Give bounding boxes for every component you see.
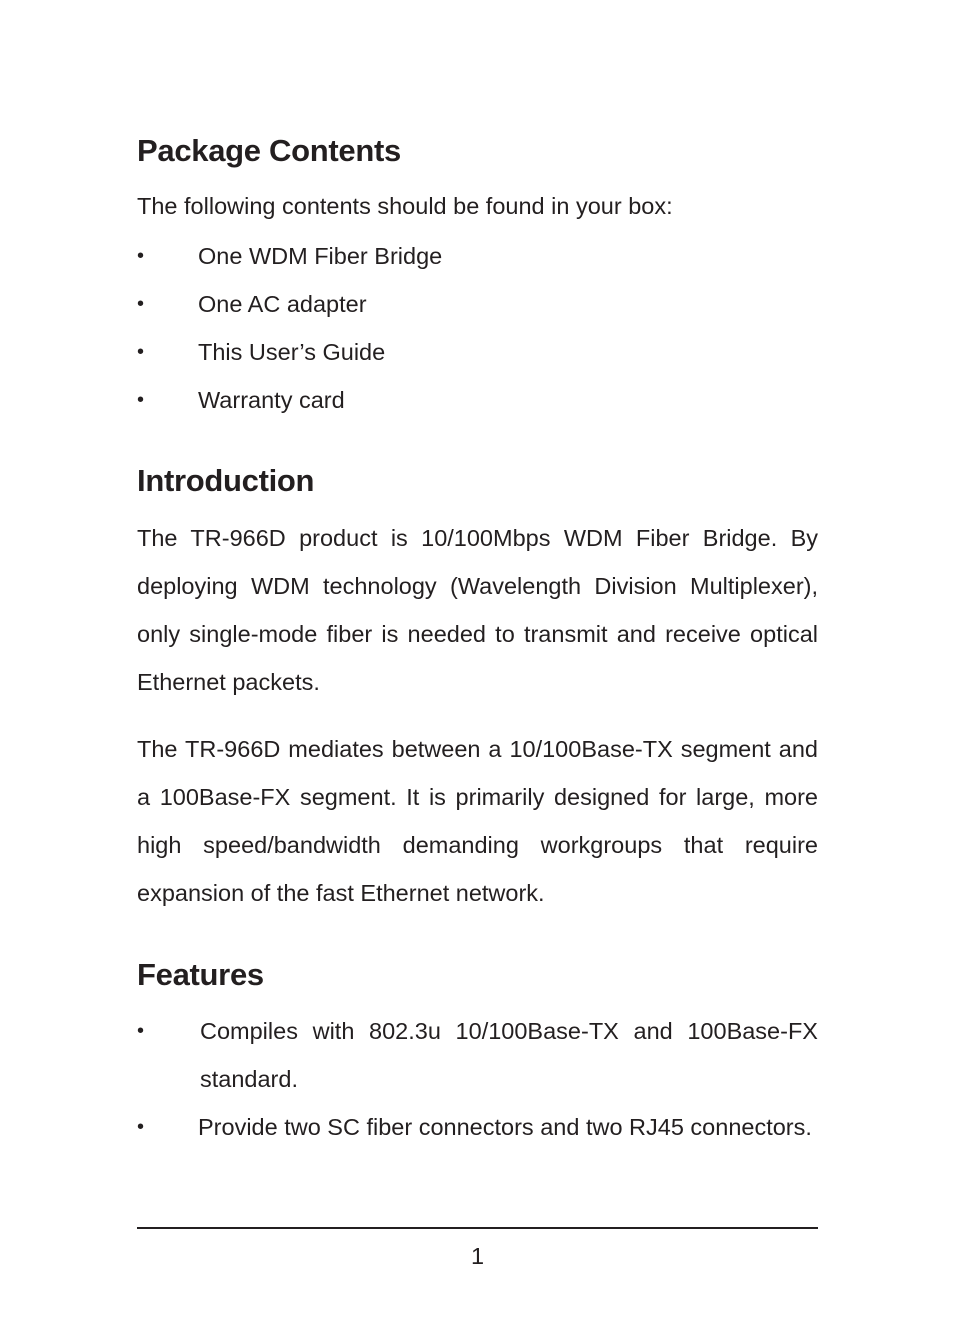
package-item-text: One AC adapter [198, 291, 367, 317]
package-contents-intro: The following contents should be found in your box: [137, 193, 673, 219]
bullet-icon: • [137, 245, 145, 267]
bullet-icon: • [137, 293, 145, 315]
list-item [137, 1007, 818, 1103]
bullet-icon: • [137, 389, 145, 411]
feature-item-text: Provide two SC fiber connectors and two RJ45 connectors. [198, 1114, 812, 1140]
features-heading: Features [137, 957, 264, 992]
package-item-text: One WDM Fiber Bridge [198, 243, 443, 269]
bullet-icon: • [137, 341, 145, 363]
page-number: 1 [470, 1243, 485, 1269]
footer-divider [137, 1227, 818, 1229]
introduction-paragraph: The TR-966D product is 10/100Mbps WDM Fiber Bridge. By deploying WDM technology (Wavelength Division Multiplexer), only single-mode fiber is needed to transmit and receive optical Ethernet packets. [137, 525, 818, 695]
introduction-heading: Introduction [137, 463, 315, 498]
package-item-text: Warranty card [198, 387, 345, 413]
introduction-paragraph: The TR-966D mediates between a 10/100Base-TX segment and a 100Base-FX segment. It is primarily designed for large, more high speed/bandwidth demanding workgroups that require expansion of the fast Ethernet network. [137, 736, 818, 906]
bullet-icon: • [137, 1020, 145, 1042]
package-item-text: This User’s Guide [198, 339, 386, 365]
bullet-icon: • [137, 1116, 145, 1138]
package-contents-heading: Package Contents [137, 133, 401, 168]
feature-item-text: Compiles with 802.3u 10/100Base-TX and 100Base-FX standard. [200, 1018, 818, 1092]
